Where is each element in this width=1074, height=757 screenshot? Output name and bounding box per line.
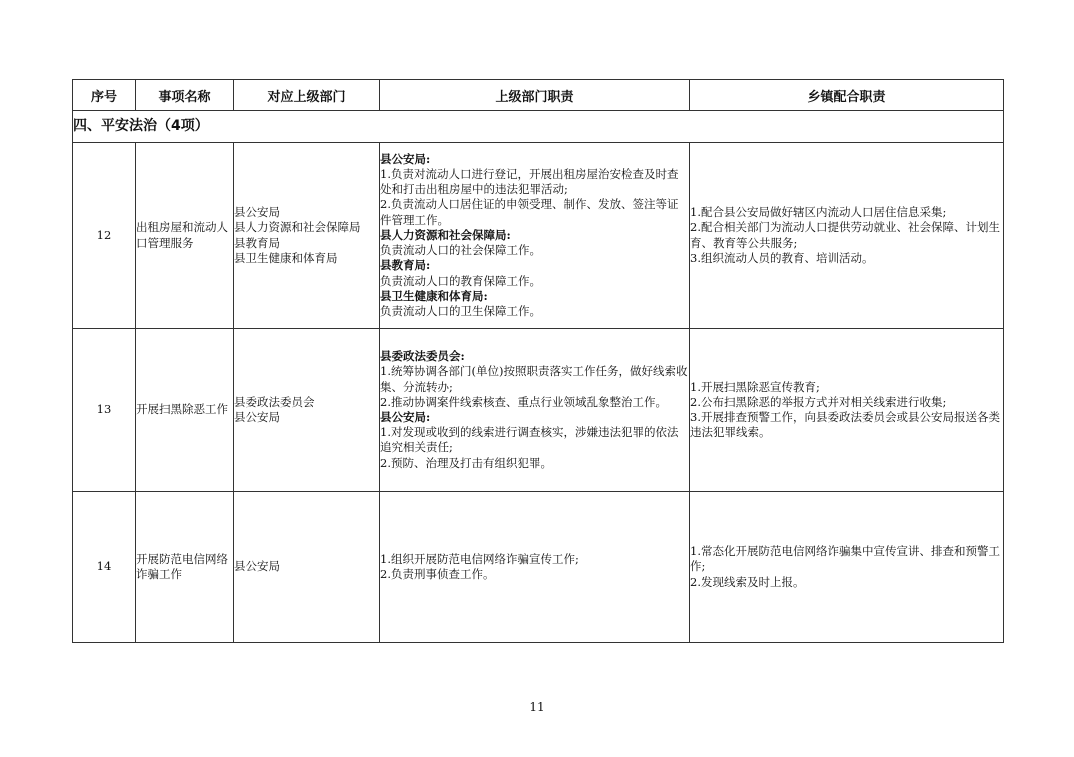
department-heading: 县卫生健康和体育局: [380, 288, 488, 303]
table-row [73, 492, 1004, 643]
town-duties-cell [690, 143, 1004, 329]
item-name: 开展防范电信网络诈骗工作 [136, 492, 234, 643]
department-heading: 县公安局: [380, 151, 431, 166]
duty-line: 2.配合相关部门为流动人口提供劳动就业、社会保障、计划生育、教育等公共服务; [690, 220, 1000, 250]
town-duties-cell [690, 492, 1004, 643]
upper-duties-cell [380, 329, 690, 492]
header-serial-number: 序号 [73, 80, 136, 111]
duty-line: 负责流动人口的社会保障工作。 [380, 243, 541, 258]
department-heading: 县人力资源和社会保障局: [380, 227, 511, 242]
upper-duties-cell [380, 143, 690, 329]
town-duties-cell [690, 329, 1004, 492]
item-name: 开展扫黑除恶工作 [136, 329, 234, 492]
header-row [73, 80, 1004, 111]
duty-line: 2.公布扫黑除恶的举报方式并对相关线索进行收集; [690, 394, 947, 409]
table-row [73, 329, 1004, 492]
department-cell [234, 143, 380, 329]
header-upper-duties: 上级部门职责 [380, 80, 690, 111]
department-cell [234, 329, 380, 492]
department-name: 县教育局 [234, 235, 280, 250]
duty-line: 2.负责流动人口居住证的申领受理、制作、发放、签注等证件管理工作。 [380, 197, 679, 227]
department-name: 县人力资源和社会保障局 [234, 220, 361, 235]
duty-line: 1.开展扫黑除恶宣传教育; [690, 379, 820, 394]
table-row [73, 143, 1004, 329]
duty-line: 1.负责对流动人口进行登记，开展出租房屋治安检查及时查处和打击出租房屋中的违法犯罪活动; [380, 167, 679, 197]
header-item-name: 事项名称 [136, 80, 234, 111]
item-name: 出租房屋和流动人口管理服务 [136, 143, 234, 329]
duty-line: 1.配合县公安局做好辖区内流动人口居住信息采集; [690, 205, 947, 220]
department-cell [234, 492, 380, 643]
duty-line: 1.组织开展防范电信网络诈骗宣传工作; [380, 551, 579, 566]
duty-line: 2.负责刑事侦查工作。 [380, 567, 495, 581]
duty-line: 负责流动人口的卫生保障工作。 [380, 303, 541, 318]
duty-line: 负责流动人口的教育保障工作。 [380, 273, 541, 288]
duty-line: 3.组织流动人员的教育、培训活动。 [690, 250, 874, 265]
header-town-duties: 乡镇配合职责 [690, 80, 1004, 111]
duty-line: 2.发现线索及时上报。 [690, 574, 805, 589]
duty-line: 2.推动协调案件线索核查、重点行业领域乱象整治工作。 [380, 394, 667, 409]
duty-table [72, 79, 1004, 643]
row-number: 12 [73, 143, 136, 329]
department-name: 县卫生健康和体育局 [234, 250, 338, 265]
row-number: 13 [73, 329, 136, 492]
department-name: 县公安局 [234, 559, 280, 574]
page-number: 11 [529, 700, 545, 714]
header-upper-department: 对应上级部门 [234, 80, 380, 111]
section-row [73, 111, 1004, 143]
duty-line: 1.常态化开展防范电信网络诈骗集中宣传宣讲、排查和预警工作; [690, 544, 1000, 574]
department-name: 县公安局 [234, 410, 280, 424]
duty-line: 3.开展排查预警工作，向县委政法委员会或县公安局报送各类违法犯罪线索。 [690, 410, 1000, 440]
duty-line: 2.预防、治理及打击有组织犯罪。 [380, 455, 552, 470]
department-name: 县公安局 [234, 205, 280, 220]
duty-line: 1.统筹协调各部门(单位)按照职责落实工作任务，做好线索收集、分流转办; [380, 364, 688, 394]
department-heading: 县教育局: [380, 258, 431, 273]
department-heading: 县委政法委员会: [380, 349, 465, 364]
department-name: 县委政法委员会 [234, 394, 315, 409]
row-number: 14 [73, 492, 136, 643]
department-heading: 县公安局: [380, 410, 431, 424]
upper-duties-cell [380, 492, 690, 643]
duty-line: 1.对发现或收到的线索进行调查核实，涉嫌违法犯罪的依法追究相关责任; [380, 425, 679, 455]
section-title: 四、平安法治（4项） [73, 111, 1004, 143]
